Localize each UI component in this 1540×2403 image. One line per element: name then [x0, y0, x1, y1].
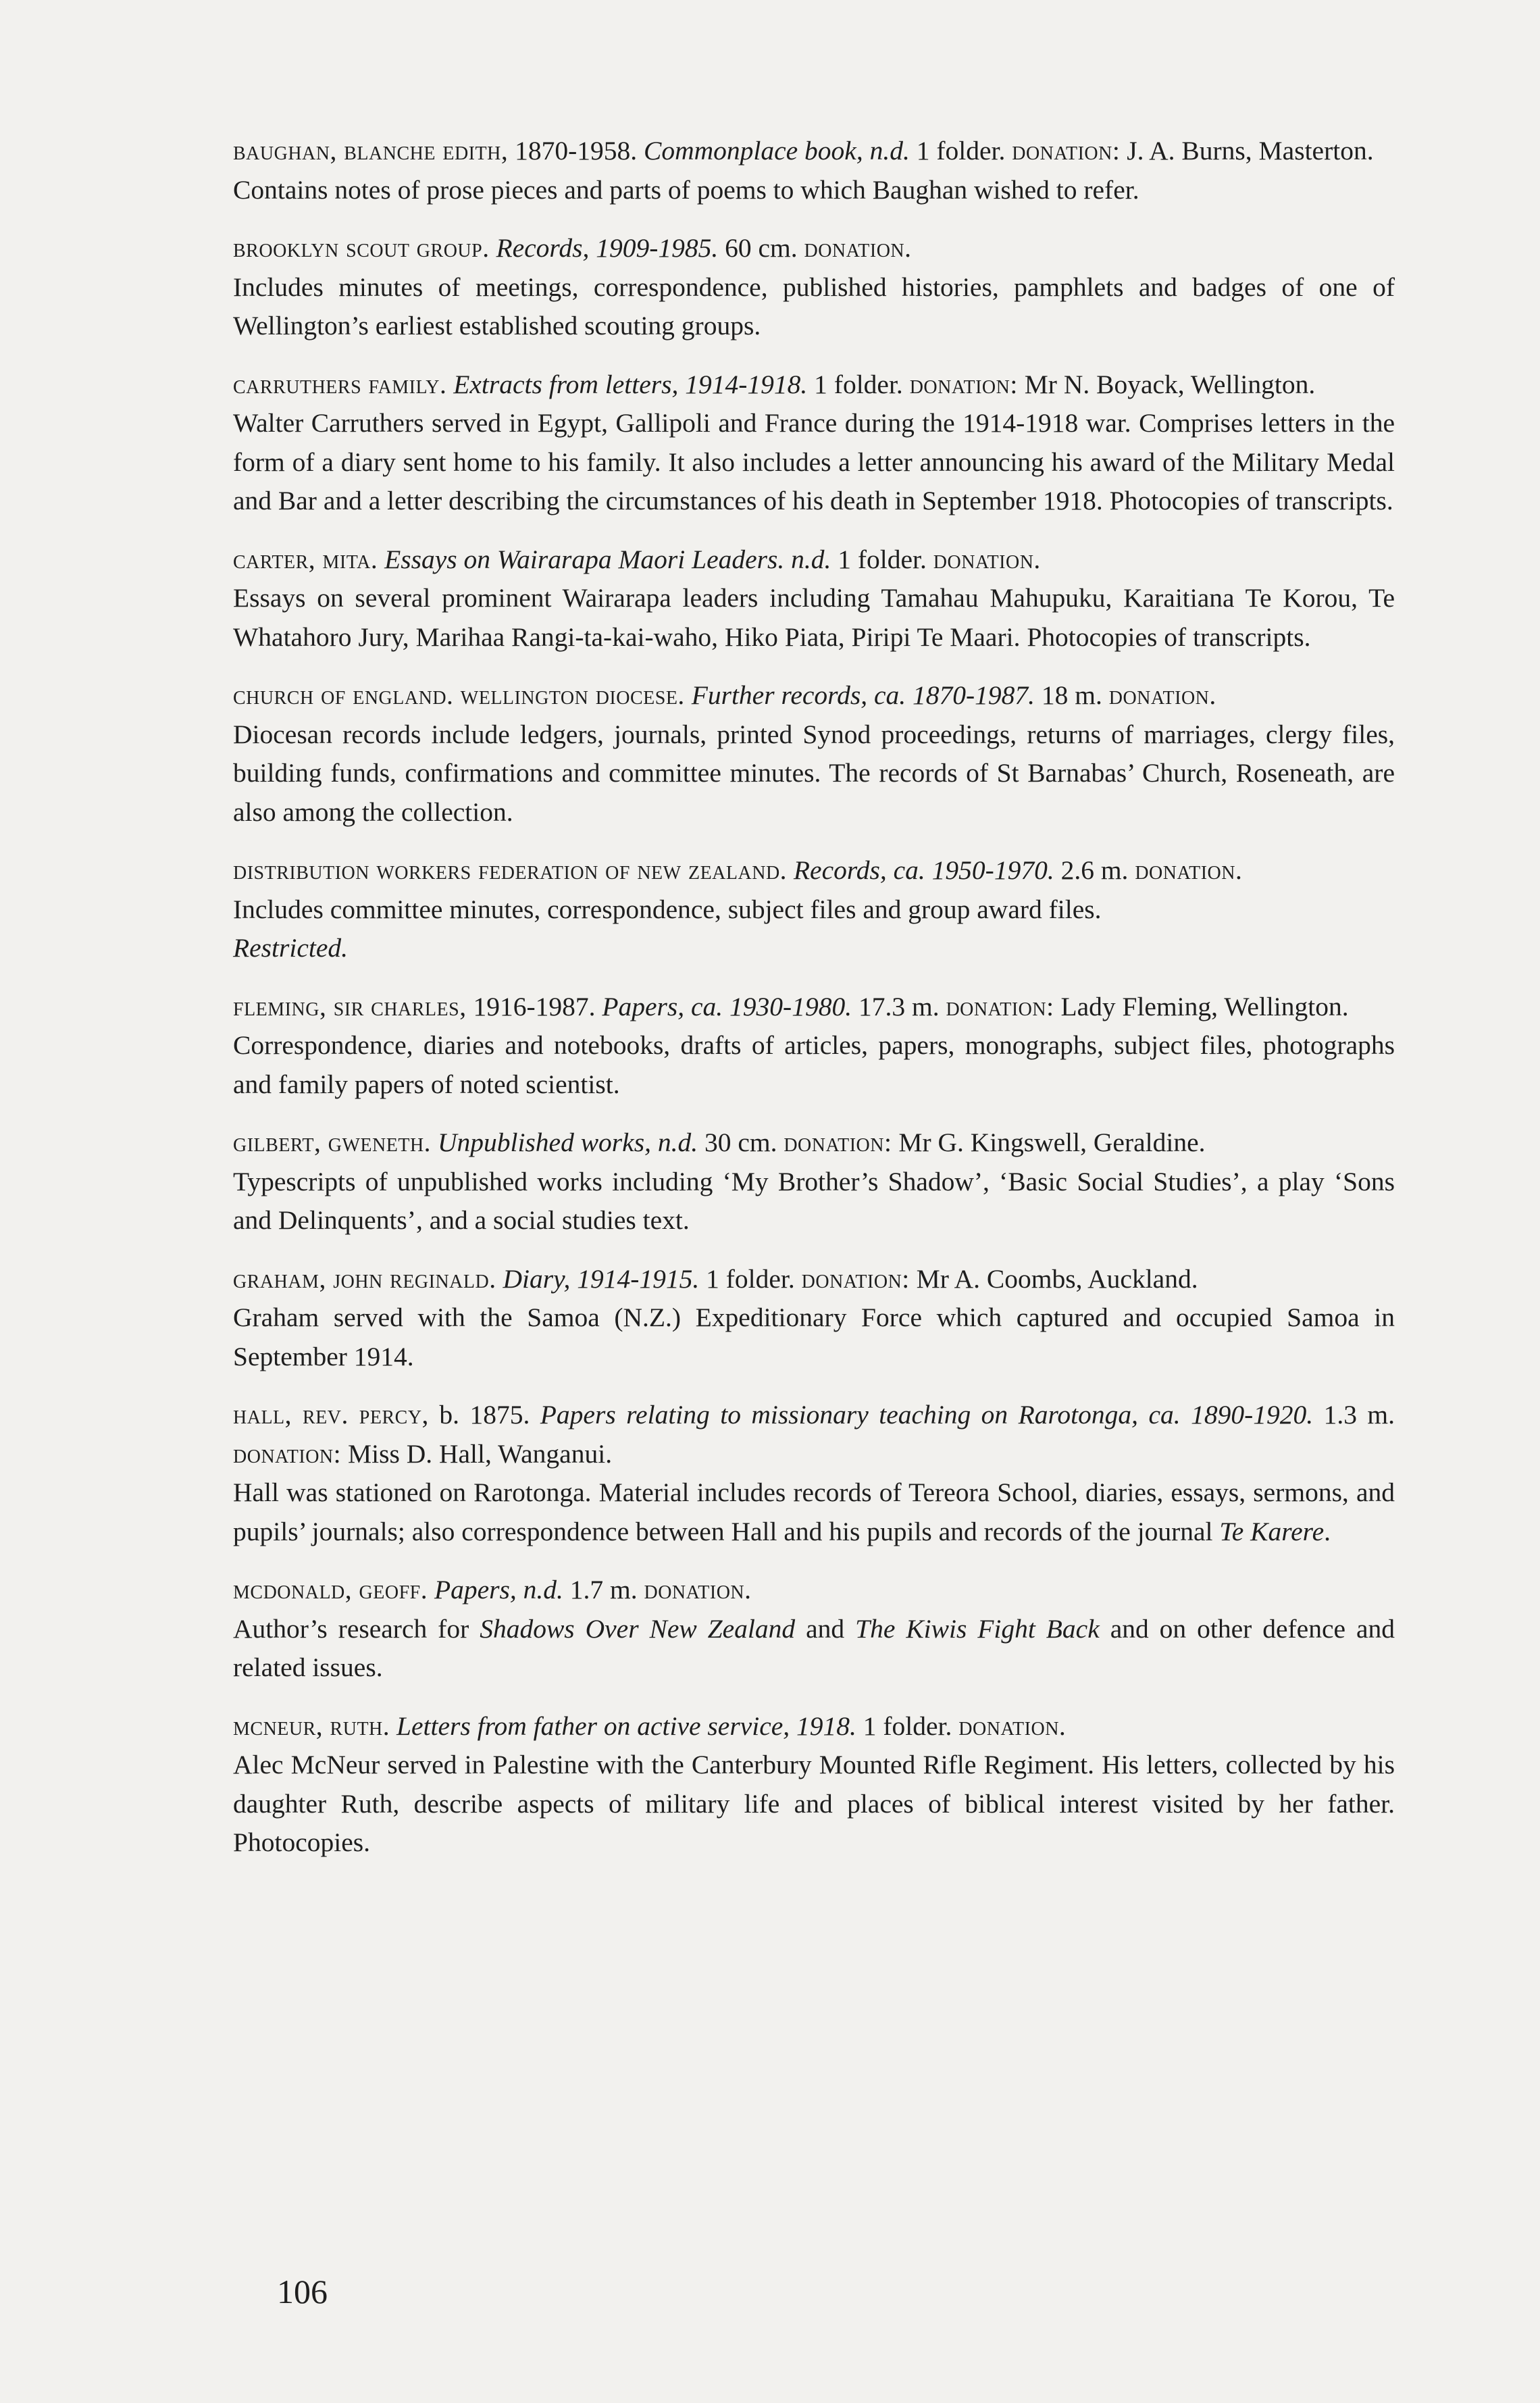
- entry-name: hall, rev. percy,: [233, 1400, 429, 1430]
- entry-title: Diary, 1914-1915.: [503, 1263, 700, 1294]
- entry-extent: 30 cm.: [704, 1128, 777, 1157]
- entry-name: distribution workers federation of new zealand.: [233, 855, 788, 885]
- entry-extent: 1.7 m.: [569, 1575, 638, 1604]
- entry-name: mcneur, ruth.: [233, 1711, 390, 1741]
- entry-extent: 1 folder.: [863, 1711, 952, 1741]
- entry-donation-label: donation:: [909, 369, 1018, 399]
- entry-donor: Miss D. Hall, Wanganui.: [348, 1438, 613, 1469]
- entry-dates: 1870-1958.: [515, 136, 638, 166]
- entry-name: fleming, sir charles,: [233, 991, 467, 1021]
- entry-title: Unpublished works, n.d.: [437, 1128, 698, 1157]
- entry-description: Includes minutes of meetings, correspondence, published histories, pamphlets and badges of one of Wellington’s earliest established scouting groups.: [233, 272, 1395, 340]
- entry-description: Diocesan records include ledgers, journals, printed Synod proceedings, returns of marriages, clergy files, building funds, confirmations and committee minutes. The records of St Barnabas’ Church, Roseneath, are also among the collection.: [233, 719, 1395, 827]
- entry-dates: 1916-1987.: [473, 991, 596, 1021]
- entry-donation-label: donation.: [644, 1575, 752, 1604]
- entry-donation-label: donation.: [958, 1711, 1067, 1741]
- entry-extent: 1.3 m.: [1323, 1400, 1395, 1430]
- entry-donation-label: donation:: [801, 1263, 910, 1294]
- entry-extent: 17.3 m.: [858, 991, 940, 1021]
- entry-heading: [233, 1396, 1395, 1473]
- entry-heading: [233, 851, 1395, 890]
- entry-donor: Lady Fleming, Wellington.: [1060, 991, 1349, 1021]
- entry-restriction-note: Restricted.: [233, 933, 349, 963]
- entry-description: Alec McNeur served in Palestine with the Canterbury Mounted Rifle Regiment. His letters, collected by his daughter Ruth, describe aspects of military life and places of biblical interest visited by her father. Photocopies.: [233, 1750, 1395, 1857]
- entry-title: Commonplace book, n.d.: [643, 136, 910, 166]
- entry-donation-label: donation:: [784, 1128, 892, 1157]
- page-number: 106: [277, 2273, 328, 2310]
- entry-donation-label: donation.: [804, 233, 912, 263]
- entry-title: Papers relating to missionary teaching on Rarotonga, ca. 1890-1920.: [540, 1400, 1314, 1430]
- entry-extent: 1 folder.: [814, 369, 903, 399]
- entry-extent: 18 m.: [1041, 680, 1102, 710]
- entry-donation-label: donation.: [933, 544, 1041, 574]
- entry-donor: Mr A. Coombs, Auckland.: [916, 1263, 1198, 1294]
- entry-title: Letters from father on active service, 1918.: [396, 1711, 856, 1741]
- entry-heading: [233, 676, 1395, 715]
- entry-name: mcdonald, geoff.: [233, 1575, 428, 1604]
- entry-fleming-charles: [233, 988, 1395, 1105]
- entry-description-end: .: [1324, 1516, 1331, 1546]
- entry-extent: 1 folder.: [838, 544, 927, 574]
- entry-description: [233, 1610, 1395, 1688]
- entry-title: Papers, n.d.: [434, 1575, 563, 1604]
- entry-title: Extracts from letters, 1914-1918.: [453, 369, 808, 399]
- entry-description-book-title-2: The Kiwis Fight Back: [855, 1613, 1100, 1644]
- entry-description-post: and on other defence and related issues.: [233, 1613, 1395, 1682]
- entry-description: Graham served with the Samoa (N.Z.) Expeditionary Force which captured and occupied Samoa in September 1914.: [233, 1302, 1395, 1371]
- entry-donation-label: donation.: [1135, 855, 1243, 885]
- entry-extent: 1 folder.: [916, 136, 1006, 166]
- entry-name: carter, mita.: [233, 544, 378, 574]
- entry-church-of-england: [233, 676, 1395, 832]
- entry-title: Essays on Wairarapa Maori Leaders. n.d.: [384, 544, 831, 574]
- entry-graham-john: [233, 1260, 1395, 1377]
- entry-brooklyn-scout-group: [233, 229, 1395, 346]
- entry-description: Contains notes of prose pieces and parts of poems to which Baughan wished to refer.: [233, 174, 1139, 205]
- entry-heading: [233, 1123, 1395, 1163]
- entry-dates: b. 1875.: [439, 1400, 530, 1430]
- entry-donation-label: donation:: [1012, 136, 1121, 166]
- entry-heading: [233, 540, 1395, 580]
- entry-title: Records, 1909-1985.: [496, 233, 719, 263]
- entry-heading: [233, 229, 1395, 268]
- entry-heading: [233, 1260, 1395, 1299]
- entry-description: Essays on several prominent Wairarapa leaders including Tamahau Mahupuku, Karaitiana Te Korou, Te Whatahoro Jury, Marihaa Rangi-ta-kai-waho, Hiko Piata, Piripi Te Maari. Photocopies of transcripts.: [233, 583, 1395, 652]
- entry-heading: [233, 365, 1395, 405]
- entry-name: graham, john reginald.: [233, 1263, 496, 1294]
- entry-donor: Mr N. Boyack, Wellington.: [1024, 369, 1316, 399]
- entry-description-journal-title: Te Karere: [1219, 1516, 1325, 1546]
- entry-title: Records, ca. 1950-1970.: [793, 855, 1054, 885]
- entry-name: carruthers family.: [233, 369, 447, 399]
- entry-donation-label: donation.: [1108, 680, 1216, 710]
- entry-extent: 1 folder.: [706, 1263, 795, 1294]
- entry-donor: J. A. Burns, Masterton.: [1127, 136, 1374, 166]
- entry-name: baughan, blanche edith,: [233, 136, 509, 166]
- entry-mcneur-ruth: [233, 1707, 1395, 1863]
- entry-description: Walter Carruthers served in Egypt, Gallipoli and France during the 1914-1918 war. Comprises letters in the form of a diary sent home to his family. It also includes a letter announcing his award of the Military Medal and Bar and a letter describing the circumstances of his death in September 1918. Photocopies of transcripts.: [233, 408, 1395, 515]
- entry-extent: 60 cm.: [725, 233, 798, 263]
- entry-title: Papers, ca. 1930-1980.: [602, 991, 852, 1021]
- entry-description: [233, 1473, 1395, 1551]
- entry-title: Further records, ca. 1870-1987.: [691, 680, 1035, 710]
- entry-heading: [233, 988, 1395, 1027]
- entry-name: brooklyn scout group.: [233, 233, 490, 263]
- entry-extent: 2.6 m.: [1060, 855, 1129, 885]
- entry-description-text: Hall was stationed on Rarotonga. Material includes records of Tereora School, diaries, essays, sermons, and pupils’ journals; also correspondence between Hall and his pupils and records of the journal: [233, 1477, 1395, 1546]
- entry-distribution-workers-federation: [233, 851, 1395, 968]
- entry-heading: [233, 132, 1395, 171]
- entry-heading: [233, 1707, 1395, 1746]
- entry-description-pre: Author’s research for: [233, 1613, 469, 1644]
- entry-description: Correspondence, diaries and notebooks, drafts of articles, papers, monographs, subject files, photographs and family papers of noted scientist.: [233, 1030, 1395, 1099]
- entry-name: gilbert, gweneth.: [233, 1128, 432, 1157]
- accessions-list: [233, 132, 1395, 1882]
- entry-description-book-title-1: Shadows Over New Zealand: [480, 1613, 796, 1644]
- entry-heading: [233, 1571, 1395, 1610]
- entry-donation-label: donation:: [233, 1438, 342, 1469]
- entry-description: Typescripts of unpublished works including ‘My Brother’s Shadow’, ‘Basic Social Studies’, a play ‘Sons and Delinquents’, and a social studies text.: [233, 1166, 1395, 1235]
- entry-donation-label: donation:: [946, 991, 1054, 1021]
- entry-carter-mita: [233, 540, 1395, 657]
- entry-gilbert-gweneth: [233, 1123, 1395, 1240]
- entry-baughan: [233, 132, 1395, 209]
- entry-hall-percy: [233, 1396, 1395, 1551]
- entry-name: church of england. wellington diocese.: [233, 680, 685, 710]
- entry-description-mid: and: [806, 1613, 845, 1644]
- entry-donor: Mr G. Kingswell, Geraldine.: [898, 1128, 1206, 1157]
- entry-mcdonald-geoff: [233, 1571, 1395, 1688]
- entry-carruthers-family: [233, 365, 1395, 521]
- entry-description: Includes committee minutes, correspondence, subject files and group award files.: [233, 894, 1102, 924]
